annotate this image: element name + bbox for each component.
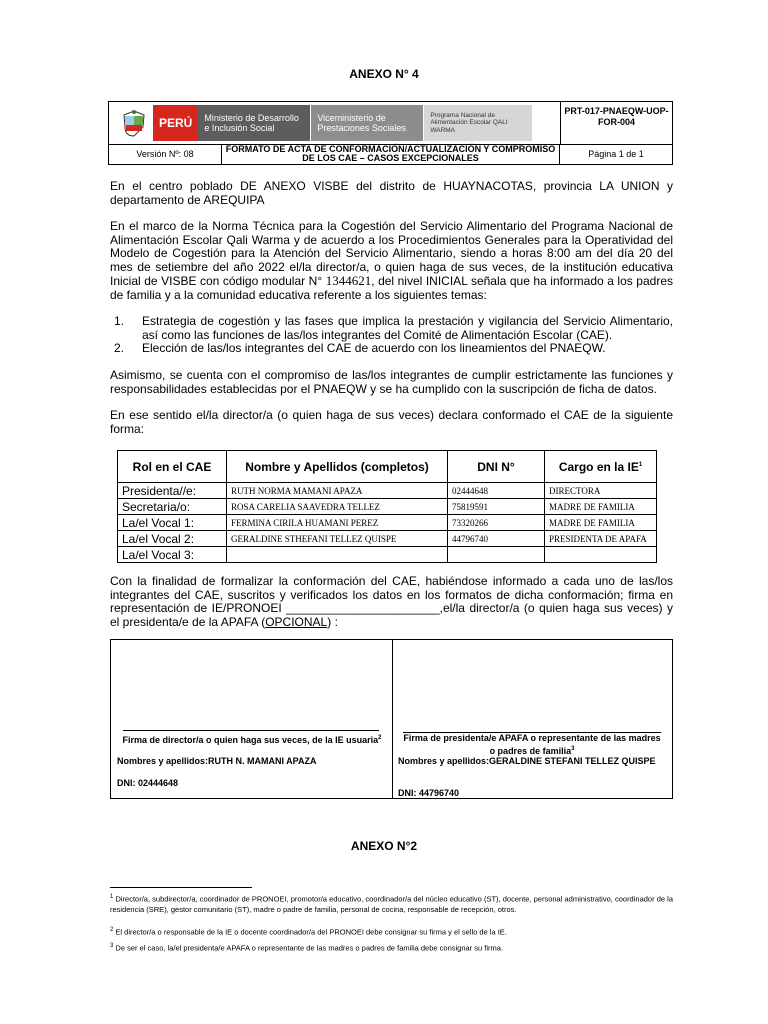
commitment-paragraph: Asimismo, se cuenta con el compromiso de las/los integrantes de cumplir estrictamente las funciones y responsabilidades establecidas por el PNAEQW y se ha cumplido con la suscripción de ficha de datos. (110, 368, 673, 396)
footnote-3: $^3$ De ser el caso, la/el presidenta/e APAFA o representante de las madres o padres de familia debe consignar su firma. (110, 943, 504, 953)
page-number: Página 1 de 1 (588, 149, 644, 159)
col-position: Cargo en la $IE^1$ (545, 451, 657, 483)
cell-name: RUTH NORMA MAMANI APAZA (227, 483, 448, 499)
cell-role: La/el Vocal 3: (118, 547, 227, 563)
cell-name: ROSA CARELIA SAAVEDRA TELLEZ (227, 499, 448, 515)
vice-ministry-label: Viceministerio de Prestaciones Sociales (310, 105, 423, 141)
cell-position: MADRE DE FAMILIA (545, 515, 657, 531)
director-dni: DNI: 02444648 (117, 778, 179, 788)
cell-dni: 75819591 (448, 499, 545, 515)
peru-label: PERÚ (153, 105, 198, 141)
cell-position (545, 547, 657, 563)
cae-members-table (117, 450, 657, 563)
modular-code: 1344621 (325, 273, 372, 288)
cell-dni: 44796740 (448, 531, 545, 547)
cell-name (227, 547, 448, 563)
cell-dni: 02444648 (448, 483, 545, 499)
annex2-title: ANEXO N°2 (350, 839, 418, 853)
list-item: 1. Estrategia de cogestión y las fases que implica la prestación y vigilancia del Servicio Alimentario, así como las funciones de las/los integrantes del Comité de Alimentación Escolar (CAE). (114, 314, 673, 342)
col-role: Rol en el CAE (118, 451, 227, 483)
table-row (118, 515, 657, 531)
declaration-paragraph: En ese sentido el/la director/a (o quien haga de sus veces) declara conformado el CAE de la siguiente forma: (110, 408, 673, 436)
table-row (118, 499, 657, 515)
col-dni: DNI N° (448, 451, 545, 483)
version-label: Versión Nº: 08 (136, 149, 194, 159)
institution-logo-bar (115, 105, 533, 141)
optional-label: OPCIONAL (265, 614, 328, 629)
cell-role: Secretaria/o: (118, 499, 227, 515)
apafa-name: Nombres y apellidos:GERALDINE STEFANI TELLEZ QUISPE (398, 756, 656, 766)
peru-seal-icon (115, 105, 153, 141)
topics-list (110, 315, 673, 356)
cell-name: GERALDINE STHEFANI TELLEZ QUISPE (227, 531, 448, 547)
footnote-divider (110, 887, 252, 888)
cell-position: PRESIDENTA DE APAFA (545, 531, 657, 547)
signature-box (110, 639, 673, 799)
context-paragraph: En el marco de la Norma Técnica para la Cogestión del Servicio Alimentario del Programa Nacional de Alimentación Escolar Qali Warma y de acuerdo a los Procedimientos Generales para la Operatividad del Modelo de Cogestión para la Atención del Servicio Alimentario, siendo a horas 8:00 am del día 20 del mes de setiembre del año 2022 el/la director/a, o quien haga de sus veces, de la institución educativa Inicial de VISBE con código modular N° 1344621, del nivel INICIAL señala que ha informado a los padres de familia y a la comunidad educativa referente a los siguientes temas: (110, 219, 673, 302)
list-item: 2. Elección de las/los integrantes del CAE de acuerdo con los lineamientos del PNAEQW. (114, 341, 606, 355)
table-header-row (118, 451, 657, 483)
formalization-paragraph: Con la finalidad de formalizar la conformación del CAE, habiéndose informado a cada uno de las/los integrantes del CAE, suscritos y verificados los datos en los formatos de dicha conformación; firma en representación de IE/PRONOEI _______________________,el/la director/a (o quien haga sus veces) y el presidenta/e de la APAFA (OPCIONAL) : (110, 574, 673, 629)
director-signature-caption: Firma de director/a o quien haga sus veces, de la IE usuaria$^2$ (122, 735, 382, 745)
annex-title: ANEXO N° 4 (349, 67, 419, 81)
apafa-dni: DNI: 44796740 (398, 788, 460, 798)
cell-role: La/el Vocal 2: (118, 531, 227, 547)
location-paragraph: En el centro poblado DE ANEXO VISBE del distrito de HUAYNACOTAS, provincia LA UNION y departamento de AREQUIPA (110, 179, 673, 207)
footnote-2: $^2$ El director/a o responsable de la IE o docente coordinador/a del PRONOEI debe consignar su firma y el sello de la IE. (110, 927, 507, 937)
footnote-1: $^1$ Director/a, subdirector/a, coordinador de PRONOEI, promotor/a educativo, coordinador/a del núcleo educativo (ST), docente, personal administrativo, coordinador de la residencia (SRE), gestor comunitario (ST), madre o padre de familia, personal de cocina, responsable de recepción, otros. (110, 894, 673, 914)
document-code: PRT-017-PNAEQW-UOP-FOR-004 (560, 102, 672, 144)
program-label: Programa Nacional de Alimentación Escolar QALI WARMA (423, 105, 532, 141)
cell-dni (448, 547, 545, 563)
document-header (108, 101, 673, 165)
cell-name: FERMINA CIRILA HUAMANI PEREZ (227, 515, 448, 531)
apafa-signature-caption: Firma de presidenta/e APAFA o representante de las madres o padres de familia$^3$ (403, 733, 661, 756)
col-name: Nombre y Apellidos (completos) (227, 451, 448, 483)
table-row (118, 483, 657, 499)
director-name: Nombres y apellidos:RUTH N. MAMANI APAZA (117, 756, 317, 766)
cell-position: DIRECTORA (545, 483, 657, 499)
form-title: FORMATO DE ACTA DE CONFORMACIÓN/ACTUALIZACIÓN Y COMPROMISO DE LOS CAE – CASOS EXCEPCIONALES (221, 145, 560, 164)
cell-role: La/el Vocal 1: (118, 515, 227, 531)
cell-dni: 73320266 (448, 515, 545, 531)
ministry-label: Ministerio de Desarrollo e Inclusión Social (198, 105, 310, 141)
cell-position: MADRE DE FAMILIA (545, 499, 657, 515)
table-row (118, 531, 657, 547)
table-row (118, 547, 657, 563)
cell-role: Presidenta//e: (118, 483, 227, 499)
